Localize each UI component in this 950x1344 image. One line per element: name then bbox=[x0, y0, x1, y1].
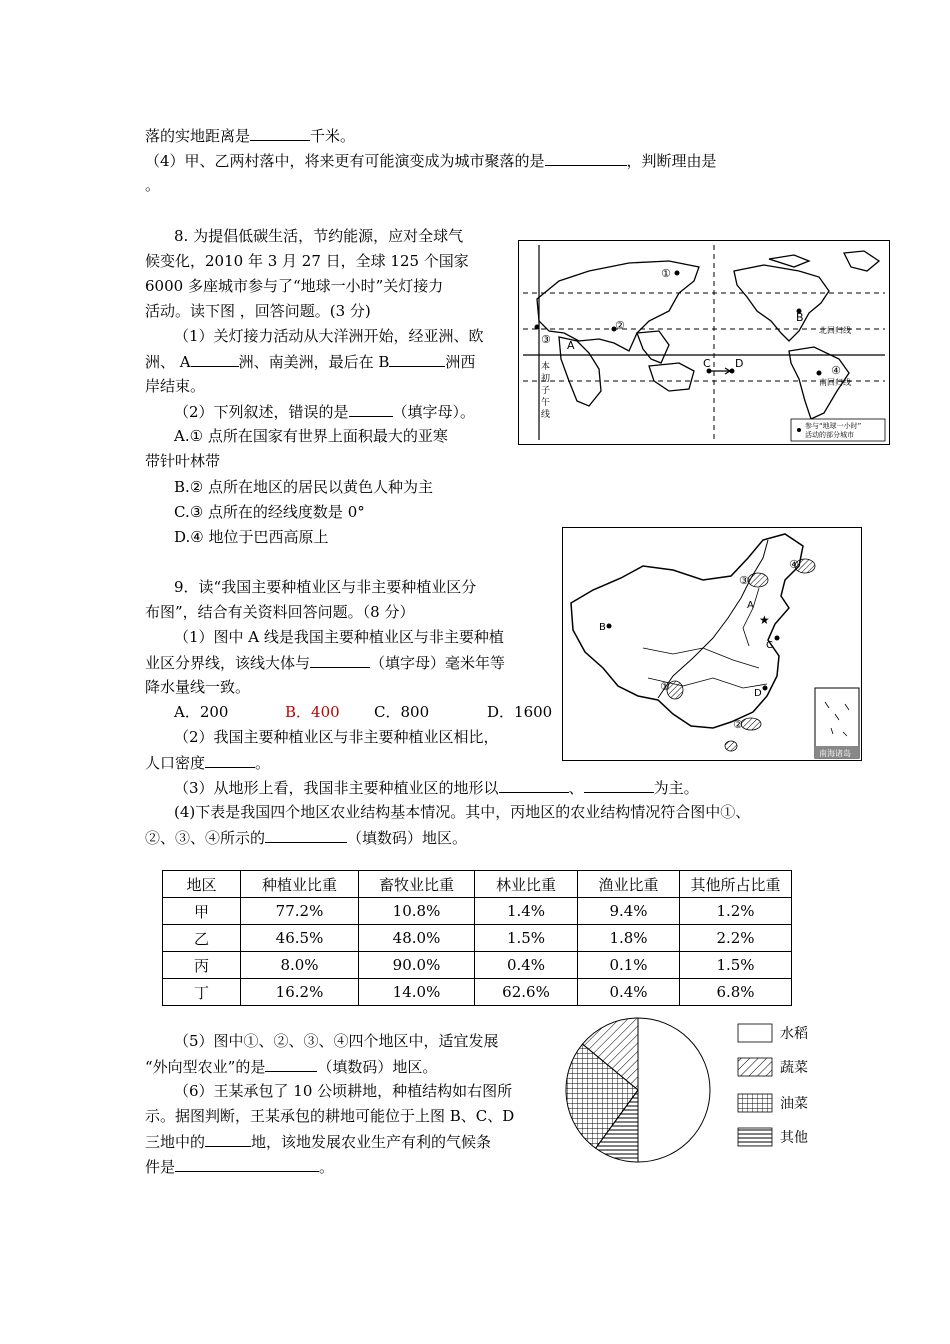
table-cell: 14.0% bbox=[359, 979, 475, 1006]
q9-part2-a: （2）我国主要种植业区与非主要种植业区相比， bbox=[174, 728, 499, 746]
river bbox=[743, 588, 759, 646]
yellow-river bbox=[643, 648, 759, 668]
q8-intro-3: 6000 多座城市参与了“地球一小时”关灯接力 bbox=[145, 277, 444, 295]
label-c: C bbox=[703, 357, 711, 370]
china-map bbox=[563, 528, 861, 760]
question-7-4-end: 。 bbox=[145, 176, 161, 194]
tropic-south-label: 南回归线 bbox=[819, 378, 851, 387]
table-header: 地区 bbox=[163, 871, 241, 898]
legend-swatch-other bbox=[738, 1128, 772, 1146]
q9-intro-2: 布图”，结合有关资料回答问题。（8 分） bbox=[145, 603, 415, 621]
pie-chart-figure bbox=[562, 1008, 852, 1168]
pie-slices bbox=[566, 1018, 710, 1162]
answer-blank[interactable] bbox=[175, 1155, 319, 1172]
q9-part3: （3）从地形上看，我国非主要种植业区的地形以 、 为主。 bbox=[174, 776, 699, 799]
region-2 bbox=[741, 718, 761, 730]
q9-option-d: D．1600 bbox=[487, 703, 553, 721]
point-d bbox=[763, 686, 768, 691]
continent-outlines bbox=[537, 251, 879, 419]
table-cell: 1.2% bbox=[680, 898, 792, 925]
map-label-2: ② bbox=[733, 718, 743, 731]
svg-text:子: 子 bbox=[541, 386, 551, 396]
q8-option-b: B.② 点所在地区的居民以黄色人种为主 bbox=[174, 478, 434, 496]
legend-swatch-vegetables bbox=[738, 1058, 772, 1076]
table-row bbox=[163, 925, 792, 952]
table-cell: 1.5% bbox=[475, 925, 578, 952]
q9-part6-b: 示。据图判断，王某承包的耕地可能位于上图 B、C、D bbox=[145, 1107, 515, 1125]
city-point-3 bbox=[535, 325, 540, 330]
table-cell: 16.2% bbox=[241, 979, 359, 1006]
legend-text-1: 参与“地球一小时” bbox=[805, 422, 862, 430]
table-cell: 90.0% bbox=[359, 952, 475, 979]
q8-intro-1: 8. 为提倡低碳生活，节约能源，应对全球气 bbox=[174, 227, 464, 245]
table-cell: 1.8% bbox=[578, 925, 680, 952]
label-1: ① bbox=[661, 267, 671, 280]
q9-intro-1: 9．读“我国主要种植业区与非主要种植业区分 bbox=[174, 578, 477, 596]
city-point-4 bbox=[817, 371, 822, 376]
answer-blank[interactable] bbox=[349, 400, 393, 417]
q8-part1-b: 洲、 A 洲、南美洲，最后在 B 洲西 bbox=[145, 350, 475, 373]
pie-slice-rice bbox=[638, 1018, 710, 1162]
table-cell: 乙 bbox=[163, 925, 241, 952]
table-cell: 46.5% bbox=[241, 925, 359, 952]
legend-label-vegetables: 蔬菜 bbox=[780, 1060, 808, 1076]
question-7-4: （4）甲、乙两村落中，将来更有可能演变成为城市聚落的是 ，判断理由是 bbox=[145, 149, 717, 172]
q8-part2: （2）下列叙述，错误的是 （填字母）。 bbox=[174, 400, 475, 423]
q8-part1-a: （1）关灯接力活动从大洋洲开始，经亚洲、欧 bbox=[174, 327, 484, 345]
city-point-1 bbox=[675, 271, 680, 276]
answer-blank[interactable] bbox=[265, 1055, 317, 1072]
table-header-row bbox=[163, 871, 792, 898]
region-3 bbox=[748, 573, 768, 587]
answer-blank[interactable] bbox=[205, 1130, 251, 1147]
table-cell: 丙 bbox=[163, 952, 241, 979]
table-cell: 9.4% bbox=[578, 898, 680, 925]
map-label-a: A bbox=[747, 600, 754, 611]
q9-part6-d: 件是 。 bbox=[145, 1155, 334, 1178]
table-row bbox=[163, 979, 792, 1006]
answer-blank[interactable] bbox=[584, 776, 654, 793]
table-cell: 0.4% bbox=[578, 979, 680, 1006]
label-a: A bbox=[567, 339, 575, 352]
star-icon: ★ bbox=[759, 613, 770, 627]
table-header: 种植业比重 bbox=[241, 871, 359, 898]
label-b: B bbox=[796, 311, 804, 324]
q9-part1-c: 降水量线一致。 bbox=[145, 678, 251, 696]
q8-part1-c: 岸结束。 bbox=[145, 377, 206, 395]
label-3: ③ bbox=[541, 333, 551, 346]
china-map-figure bbox=[562, 527, 862, 761]
table-cell: 10.8% bbox=[359, 898, 475, 925]
world-map bbox=[519, 241, 889, 444]
map-label-1: ① bbox=[660, 680, 670, 693]
q8-intro-4: 活动。读下图 ，回答问题。(3 分) bbox=[145, 302, 371, 320]
city-point-d bbox=[730, 369, 735, 374]
table-cell: 1.5% bbox=[680, 952, 792, 979]
map-label-4: ④ bbox=[789, 558, 799, 571]
table-header: 其他所占比重 bbox=[680, 871, 792, 898]
svg-text:午: 午 bbox=[541, 398, 551, 408]
q9-part5-a: （5）图中①、②、③、④四个地区中，适宜发展 bbox=[174, 1032, 499, 1050]
table-cell: 6.8% bbox=[680, 979, 792, 1006]
legend-label-other: 其他 bbox=[780, 1130, 808, 1146]
label-d: D bbox=[735, 357, 744, 370]
pie-chart bbox=[562, 1008, 852, 1168]
q9-option-b: B．400 bbox=[285, 703, 340, 721]
table-header: 林业比重 bbox=[475, 871, 578, 898]
legend-text-2: 活动的部分城市 bbox=[805, 431, 854, 439]
map-label-d: D bbox=[754, 688, 762, 699]
legend-label-rice: 水稻 bbox=[780, 1026, 808, 1042]
answer-blank[interactable] bbox=[499, 776, 569, 793]
answer-blank[interactable] bbox=[205, 751, 255, 768]
legend-swatch-rice bbox=[738, 1024, 772, 1042]
svg-text:初: 初 bbox=[541, 374, 551, 384]
q9-option-c: C．800 bbox=[374, 703, 430, 721]
label-4: ④ bbox=[831, 364, 841, 377]
map-label-3: ③ bbox=[739, 574, 749, 587]
q8-option-a-1: A.① 点所在国家有世界上面积最大的亚寒 bbox=[174, 427, 448, 445]
q9-part6-a: （6）王某承包了 10 公顷耕地，种植结构如右图所 bbox=[174, 1082, 513, 1100]
q8-intro-2: 候变化，2010 年 3 月 27 日，全球 125 个国家 bbox=[145, 252, 469, 270]
q9-part4-b: ②、③、④所示的 （填数码）地区。 bbox=[145, 826, 467, 849]
q9-part5-b: “外向型农业”的是 （填数码）地区。 bbox=[145, 1055, 437, 1078]
world-map-figure bbox=[518, 240, 890, 445]
top-line-1: 落的实地距离是 千米。 bbox=[145, 124, 355, 147]
table-cell: 0.1% bbox=[578, 952, 680, 979]
q9-option-a: A．200 bbox=[174, 703, 229, 721]
answer-blank[interactable] bbox=[310, 651, 370, 668]
table-row bbox=[163, 952, 792, 979]
q8-option-c: C.③ 点所在的经线度数是 0° bbox=[174, 503, 365, 521]
table-header: 渔业比重 bbox=[578, 871, 680, 898]
answer-blank[interactable] bbox=[545, 149, 627, 166]
legend-point bbox=[797, 428, 801, 432]
table-cell: 8.0% bbox=[241, 952, 359, 979]
answer-blank[interactable] bbox=[191, 350, 239, 367]
table-cell: 2.2% bbox=[680, 925, 792, 952]
hainan bbox=[725, 741, 737, 751]
svg-text:本: 本 bbox=[541, 362, 551, 372]
inset-label: 南海诸岛 bbox=[819, 749, 851, 758]
q8-option-d: D.④ 地位于巴西高原上 bbox=[174, 528, 329, 546]
q9-part2-b: 人口密度 。 bbox=[145, 751, 270, 774]
legend-label-rapeseed: 油菜 bbox=[780, 1096, 808, 1112]
answer-blank[interactable] bbox=[265, 826, 347, 843]
q8-option-a-2: 带针叶林带 bbox=[145, 452, 221, 470]
tropic-north-label: 北回归线 bbox=[819, 326, 851, 335]
q9-part6-c: 三地中的 地，该地发展农业生产有利的气候条 bbox=[145, 1130, 491, 1153]
table-header: 畜牧业比重 bbox=[359, 871, 475, 898]
table-cell: 甲 bbox=[163, 898, 241, 925]
table-row bbox=[163, 898, 792, 925]
legend-swatch-rapeseed bbox=[738, 1094, 772, 1112]
point-c bbox=[775, 636, 780, 641]
line-a bbox=[658, 540, 768, 698]
agriculture-table bbox=[162, 870, 792, 1006]
svg-text:线: 线 bbox=[541, 410, 551, 420]
label-2: ② bbox=[615, 319, 625, 332]
q9-part4-a: (4)下表是我国四个地区农业结构基本情况。其中，丙地区的农业结构情况符合图中①、 bbox=[174, 803, 751, 821]
answer-blank[interactable] bbox=[389, 350, 445, 367]
table-cell: 48.0% bbox=[359, 925, 475, 952]
table-cell: 62.6% bbox=[475, 979, 578, 1006]
table-cell: 1.4% bbox=[475, 898, 578, 925]
map-label-c: C bbox=[766, 640, 773, 651]
answer-blank[interactable] bbox=[250, 124, 310, 141]
prime-meridian-label bbox=[541, 360, 550, 420]
map-label-b: B bbox=[599, 622, 606, 633]
q9-part1-b: 业区分界线，该线大体与 （填字母）毫米年等 bbox=[145, 651, 505, 674]
table-cell: 丁 bbox=[163, 979, 241, 1006]
table-cell: 77.2% bbox=[241, 898, 359, 925]
point-b bbox=[607, 624, 612, 629]
table-cell: 0.4% bbox=[475, 952, 578, 979]
q9-part1-a: （1）图中 A 线是我国主要种植业区与非主要种植 bbox=[174, 628, 504, 646]
